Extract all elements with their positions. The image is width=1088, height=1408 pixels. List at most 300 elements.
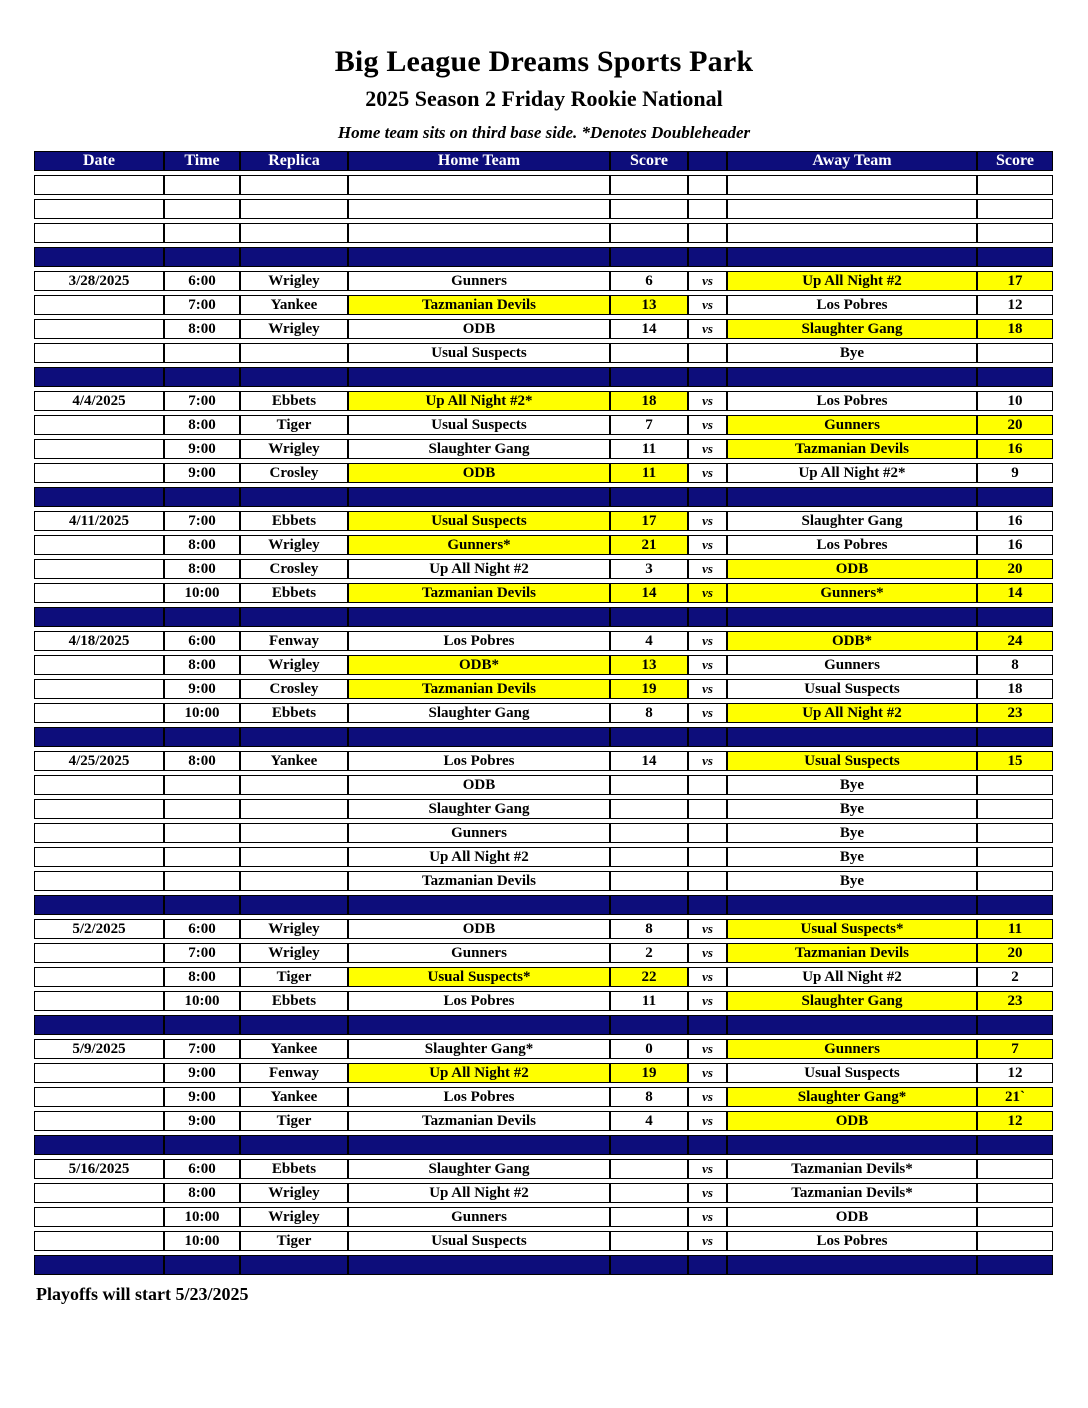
time-cell: 8:00 xyxy=(164,655,240,675)
vs-cell xyxy=(688,799,727,819)
replica-cell: Ebbets xyxy=(240,703,348,723)
home-score-cell xyxy=(610,1255,688,1275)
home-score-cell xyxy=(610,343,688,363)
away-score-cell xyxy=(977,1159,1053,1179)
time-cell xyxy=(164,487,240,507)
vs-cell: vs xyxy=(688,1207,727,1227)
time-cell xyxy=(164,343,240,363)
vs-cell xyxy=(688,607,727,627)
date-cell xyxy=(34,655,164,675)
vs-cell: vs xyxy=(688,679,727,699)
home-team-cell: Gunners xyxy=(348,271,610,291)
home-score-cell: 19 xyxy=(610,1063,688,1083)
home-score-cell xyxy=(610,1183,688,1203)
home-team-cell: Tazmanian Devils xyxy=(348,1111,610,1131)
date-cell xyxy=(34,199,164,219)
away-score-cell: 12 xyxy=(977,1111,1053,1131)
replica-cell: Crosley xyxy=(240,679,348,699)
game-row xyxy=(34,295,1053,315)
away-team-cell xyxy=(727,175,977,195)
vs-cell: vs xyxy=(688,1111,727,1131)
vs-cell: vs xyxy=(688,751,727,771)
time-cell xyxy=(164,847,240,867)
col-header-home-team-3: Home Team xyxy=(348,151,610,171)
date-cell xyxy=(34,463,164,483)
replica-cell: Yankee xyxy=(240,295,348,315)
game-row xyxy=(34,703,1053,723)
home-team-cell: Tazmanian Devils xyxy=(348,583,610,603)
home-team-cell xyxy=(348,367,610,387)
time-cell: 7:00 xyxy=(164,943,240,963)
date-cell xyxy=(34,991,164,1011)
replica-cell: Tiger xyxy=(240,415,348,435)
date-cell xyxy=(34,1135,164,1155)
date-cell: 4/18/2025 xyxy=(34,631,164,651)
home-score-cell: 17 xyxy=(610,511,688,531)
time-cell xyxy=(164,727,240,747)
away-score-cell: 23 xyxy=(977,703,1053,723)
vs-cell: vs xyxy=(688,463,727,483)
replica-cell xyxy=(240,223,348,243)
replica-cell xyxy=(240,367,348,387)
home-score-cell xyxy=(610,1207,688,1227)
home-score-cell xyxy=(610,1159,688,1179)
spacer-row xyxy=(34,223,1053,243)
col-header-score-7: Score xyxy=(977,151,1053,171)
vs-cell xyxy=(688,847,727,867)
away-team-cell xyxy=(727,487,977,507)
date-cell xyxy=(34,679,164,699)
away-team-cell: Usual Suspects xyxy=(727,679,977,699)
date-cell xyxy=(34,319,164,339)
home-team-cell xyxy=(348,199,610,219)
date-cell xyxy=(34,967,164,987)
date-cell xyxy=(34,1111,164,1131)
game-row xyxy=(34,415,1053,435)
time-cell: 10:00 xyxy=(164,1231,240,1251)
home-team-cell: Los Pobres xyxy=(348,1087,610,1107)
home-score-cell: 22 xyxy=(610,967,688,987)
date-cell xyxy=(34,823,164,843)
time-cell: 9:00 xyxy=(164,1087,240,1107)
home-team-cell: Up All Night #2 xyxy=(348,1063,610,1083)
time-cell xyxy=(164,607,240,627)
time-cell xyxy=(164,871,240,891)
time-cell: 8:00 xyxy=(164,559,240,579)
away-team-cell: Bye xyxy=(727,823,977,843)
time-cell: 8:00 xyxy=(164,967,240,987)
home-score-cell xyxy=(610,247,688,267)
home-score-cell xyxy=(610,487,688,507)
home-score-cell: 8 xyxy=(610,919,688,939)
date-cell xyxy=(34,415,164,435)
game-row xyxy=(34,943,1053,963)
time-cell: 8:00 xyxy=(164,319,240,339)
away-team-cell: Bye xyxy=(727,871,977,891)
home-team-cell xyxy=(348,487,610,507)
home-team-cell: Los Pobres xyxy=(348,751,610,771)
date-cell xyxy=(34,607,164,627)
vs-cell: vs xyxy=(688,655,727,675)
replica-cell: Ebbets xyxy=(240,511,348,531)
time-cell xyxy=(164,223,240,243)
replica-cell xyxy=(240,343,348,363)
game-row xyxy=(34,559,1053,579)
home-score-cell xyxy=(610,847,688,867)
away-team-cell xyxy=(727,895,977,915)
date-cell xyxy=(34,943,164,963)
away-score-cell: 18 xyxy=(977,679,1053,699)
date-cell xyxy=(34,1183,164,1203)
date-cell xyxy=(34,775,164,795)
away-team-cell: Los Pobres xyxy=(727,391,977,411)
time-cell: 8:00 xyxy=(164,535,240,555)
home-score-cell xyxy=(610,1135,688,1155)
home-score-cell: 18 xyxy=(610,391,688,411)
away-score-cell: 7 xyxy=(977,1039,1053,1059)
away-team-cell: ODB* xyxy=(727,631,977,651)
time-cell xyxy=(164,247,240,267)
game-row xyxy=(34,1087,1053,1107)
separator-row xyxy=(34,367,1053,387)
replica-cell xyxy=(240,871,348,891)
home-team-cell: Tazmanian Devils xyxy=(348,871,610,891)
replica-cell xyxy=(240,775,348,795)
game-row xyxy=(34,583,1053,603)
replica-cell: Yankee xyxy=(240,1039,348,1059)
vs-cell: vs xyxy=(688,943,727,963)
vs-cell: vs xyxy=(688,295,727,315)
vs-cell xyxy=(688,175,727,195)
away-score-cell: 12 xyxy=(977,1063,1053,1083)
replica-cell: Ebbets xyxy=(240,391,348,411)
time-cell: 8:00 xyxy=(164,1183,240,1203)
away-score-cell: 11 xyxy=(977,919,1053,939)
game-row xyxy=(34,463,1053,483)
game-row xyxy=(34,535,1053,555)
replica-cell xyxy=(240,1015,348,1035)
vs-cell xyxy=(688,247,727,267)
date-cell xyxy=(34,583,164,603)
home-score-cell: 4 xyxy=(610,1111,688,1131)
separator-row xyxy=(34,895,1053,915)
separator-row xyxy=(34,1015,1053,1035)
away-score-cell xyxy=(977,775,1053,795)
replica-cell: Crosley xyxy=(240,559,348,579)
home-team-cell: ODB xyxy=(348,319,610,339)
home-team-cell xyxy=(348,1135,610,1155)
away-team-cell: ODB xyxy=(727,559,977,579)
home-team-cell xyxy=(348,247,610,267)
away-team-cell: Los Pobres xyxy=(727,1231,977,1251)
away-team-cell xyxy=(727,727,977,747)
away-score-cell: 16 xyxy=(977,535,1053,555)
home-score-cell xyxy=(610,799,688,819)
replica-cell: Yankee xyxy=(240,751,348,771)
game-row xyxy=(34,1039,1053,1059)
away-team-cell: Tazmanian Devils xyxy=(727,943,977,963)
replica-cell: Wrigley xyxy=(240,1207,348,1227)
replica-cell: Wrigley xyxy=(240,943,348,963)
home-score-cell xyxy=(610,175,688,195)
time-cell: 6:00 xyxy=(164,631,240,651)
vs-cell xyxy=(688,223,727,243)
date-cell: 4/4/2025 xyxy=(34,391,164,411)
game-row xyxy=(34,1183,1053,1203)
away-team-cell: Bye xyxy=(727,847,977,867)
home-team-cell: Slaughter Gang xyxy=(348,439,610,459)
date-cell: 4/11/2025 xyxy=(34,511,164,531)
vs-cell xyxy=(688,1015,727,1035)
home-score-cell: 11 xyxy=(610,463,688,483)
away-team-cell xyxy=(727,1015,977,1035)
vs-cell xyxy=(688,871,727,891)
home-team-cell: Slaughter Gang* xyxy=(348,1039,610,1059)
game-row xyxy=(34,511,1053,531)
time-cell xyxy=(164,799,240,819)
date-cell xyxy=(34,439,164,459)
game-row xyxy=(34,391,1053,411)
date-cell xyxy=(34,895,164,915)
date-cell xyxy=(34,703,164,723)
home-team-cell: Up All Night #2 xyxy=(348,847,610,867)
vs-cell: vs xyxy=(688,703,727,723)
time-cell xyxy=(164,895,240,915)
away-team-cell: ODB xyxy=(727,1111,977,1131)
home-team-cell: Usual Suspects xyxy=(348,511,610,531)
home-team-cell: Usual Suspects xyxy=(348,1231,610,1251)
game-row xyxy=(34,751,1053,771)
away-team-cell: Usual Suspects xyxy=(727,751,977,771)
away-score-cell xyxy=(977,367,1053,387)
vs-cell: vs xyxy=(688,991,727,1011)
game-row xyxy=(34,1063,1053,1083)
home-team-cell: Gunners xyxy=(348,943,610,963)
home-team-cell: ODB xyxy=(348,919,610,939)
replica-cell: Tiger xyxy=(240,967,348,987)
home-score-cell xyxy=(610,367,688,387)
home-score-cell: 8 xyxy=(610,703,688,723)
away-score-cell: 20 xyxy=(977,943,1053,963)
time-cell: 10:00 xyxy=(164,583,240,603)
date-cell xyxy=(34,535,164,555)
date-cell xyxy=(34,1015,164,1035)
vs-cell: vs xyxy=(688,511,727,531)
away-team-cell: Tazmanian Devils* xyxy=(727,1159,977,1179)
replica-cell: Yankee xyxy=(240,1087,348,1107)
vs-cell: vs xyxy=(688,391,727,411)
vs-cell xyxy=(688,1135,727,1155)
away-score-cell: 23 xyxy=(977,991,1053,1011)
away-team-cell xyxy=(727,1255,977,1275)
spacer-row xyxy=(34,199,1053,219)
game-row xyxy=(34,847,1053,867)
home-score-cell xyxy=(610,199,688,219)
away-score-cell xyxy=(977,1183,1053,1203)
separator-row xyxy=(34,607,1053,627)
home-score-cell xyxy=(610,727,688,747)
home-team-cell: ODB xyxy=(348,775,610,795)
game-row xyxy=(34,271,1053,291)
away-team-cell: Usual Suspects* xyxy=(727,919,977,939)
home-team-cell xyxy=(348,1015,610,1035)
vs-cell: vs xyxy=(688,1063,727,1083)
away-team-cell xyxy=(727,223,977,243)
away-score-cell: 9 xyxy=(977,463,1053,483)
away-score-cell xyxy=(977,343,1053,363)
date-cell: 5/9/2025 xyxy=(34,1039,164,1059)
away-team-cell xyxy=(727,607,977,627)
replica-cell xyxy=(240,607,348,627)
away-team-cell: Gunners xyxy=(727,655,977,675)
replica-cell: Crosley xyxy=(240,463,348,483)
home-team-cell xyxy=(348,895,610,915)
replica-cell xyxy=(240,799,348,819)
home-score-cell xyxy=(610,871,688,891)
away-score-cell: 14 xyxy=(977,583,1053,603)
home-team-cell: Up All Night #2 xyxy=(348,1183,610,1203)
home-team-cell: Gunners xyxy=(348,823,610,843)
vs-cell: vs xyxy=(688,1231,727,1251)
away-score-cell: 12 xyxy=(977,295,1053,315)
vs-cell xyxy=(688,727,727,747)
date-cell xyxy=(34,871,164,891)
col-header-date-0: Date xyxy=(34,151,164,171)
time-cell xyxy=(164,1015,240,1035)
away-score-cell: 15 xyxy=(977,751,1053,771)
away-score-cell xyxy=(977,727,1053,747)
replica-cell xyxy=(240,247,348,267)
game-row xyxy=(34,775,1053,795)
vs-cell: vs xyxy=(688,439,727,459)
time-cell xyxy=(164,823,240,843)
away-score-cell: 17 xyxy=(977,271,1053,291)
home-score-cell: 14 xyxy=(610,751,688,771)
date-cell xyxy=(34,1231,164,1251)
away-team-cell: Tazmanian Devils xyxy=(727,439,977,459)
game-row xyxy=(34,631,1053,651)
replica-cell xyxy=(240,1255,348,1275)
game-row xyxy=(34,1159,1053,1179)
away-score-cell xyxy=(977,895,1053,915)
date-cell: 4/25/2025 xyxy=(34,751,164,771)
time-cell: 8:00 xyxy=(164,751,240,771)
replica-cell: Fenway xyxy=(240,631,348,651)
replica-cell xyxy=(240,823,348,843)
date-cell xyxy=(34,175,164,195)
home-team-cell xyxy=(348,727,610,747)
away-score-cell xyxy=(977,247,1053,267)
replica-cell: Ebbets xyxy=(240,583,348,603)
home-score-cell xyxy=(610,823,688,843)
col-header-away-team-6: Away Team xyxy=(727,151,977,171)
replica-cell xyxy=(240,199,348,219)
vs-cell xyxy=(688,823,727,843)
time-cell: 9:00 xyxy=(164,439,240,459)
away-team-cell: Up All Night #2* xyxy=(727,463,977,483)
game-row xyxy=(34,967,1053,987)
away-team-cell: Up All Night #2 xyxy=(727,271,977,291)
game-row xyxy=(34,679,1053,699)
home-score-cell xyxy=(610,1015,688,1035)
home-team-cell xyxy=(348,607,610,627)
away-team-cell: Gunners xyxy=(727,1039,977,1059)
away-score-cell: 20 xyxy=(977,559,1053,579)
date-cell xyxy=(34,1255,164,1275)
away-team-cell: Bye xyxy=(727,799,977,819)
away-team-cell: Los Pobres xyxy=(727,295,977,315)
separator-row xyxy=(34,1135,1053,1155)
away-team-cell: Gunners xyxy=(727,415,977,435)
away-score-cell xyxy=(977,871,1053,891)
date-cell: 3/28/2025 xyxy=(34,271,164,291)
home-team-cell xyxy=(348,223,610,243)
time-cell: 9:00 xyxy=(164,1111,240,1131)
game-row xyxy=(34,343,1053,363)
vs-cell: vs xyxy=(688,1039,727,1059)
game-row xyxy=(34,919,1053,939)
home-score-cell: 13 xyxy=(610,655,688,675)
home-team-cell: Usual Suspects xyxy=(348,415,610,435)
away-team-cell: Up All Night #2 xyxy=(727,703,977,723)
col-header-blank-5 xyxy=(688,151,727,171)
date-cell xyxy=(34,1087,164,1107)
separator-row xyxy=(34,1255,1053,1275)
time-cell: 9:00 xyxy=(164,1063,240,1083)
home-team-cell: Tazmanian Devils xyxy=(348,295,610,315)
replica-cell xyxy=(240,1135,348,1155)
away-team-cell xyxy=(727,247,977,267)
replica-cell xyxy=(240,487,348,507)
date-cell xyxy=(34,559,164,579)
time-cell xyxy=(164,199,240,219)
game-row xyxy=(34,871,1053,891)
date-cell xyxy=(34,295,164,315)
home-score-cell xyxy=(610,607,688,627)
time-cell: 6:00 xyxy=(164,919,240,939)
away-score-cell xyxy=(977,1015,1053,1035)
vs-cell: vs xyxy=(688,1087,727,1107)
vs-cell xyxy=(688,367,727,387)
away-team-cell: Slaughter Gang xyxy=(727,319,977,339)
home-score-cell: 14 xyxy=(610,583,688,603)
home-score-cell: 11 xyxy=(610,991,688,1011)
away-score-cell xyxy=(977,799,1053,819)
playoffs-note: Playoffs will start 5/23/2025 xyxy=(36,1284,249,1304)
date-cell xyxy=(34,223,164,243)
game-row xyxy=(34,1207,1053,1227)
vs-cell xyxy=(688,199,727,219)
vs-cell: vs xyxy=(688,271,727,291)
home-team-cell: Los Pobres xyxy=(348,991,610,1011)
home-score-cell xyxy=(610,1231,688,1251)
home-team-cell xyxy=(348,1255,610,1275)
away-team-cell: Usual Suspects xyxy=(727,1063,977,1083)
page-subtitle: 2025 Season 2 Friday Rookie National xyxy=(365,86,723,111)
vs-cell: vs xyxy=(688,535,727,555)
date-cell: 5/2/2025 xyxy=(34,919,164,939)
date-cell xyxy=(34,799,164,819)
home-score-cell: 3 xyxy=(610,559,688,579)
date-cell xyxy=(34,247,164,267)
away-team-cell: Los Pobres xyxy=(727,535,977,555)
home-score-cell: 8 xyxy=(610,1087,688,1107)
time-cell: 10:00 xyxy=(164,703,240,723)
replica-cell xyxy=(240,895,348,915)
vs-cell: vs xyxy=(688,1159,727,1179)
away-score-cell xyxy=(977,847,1053,867)
game-row xyxy=(34,319,1053,339)
